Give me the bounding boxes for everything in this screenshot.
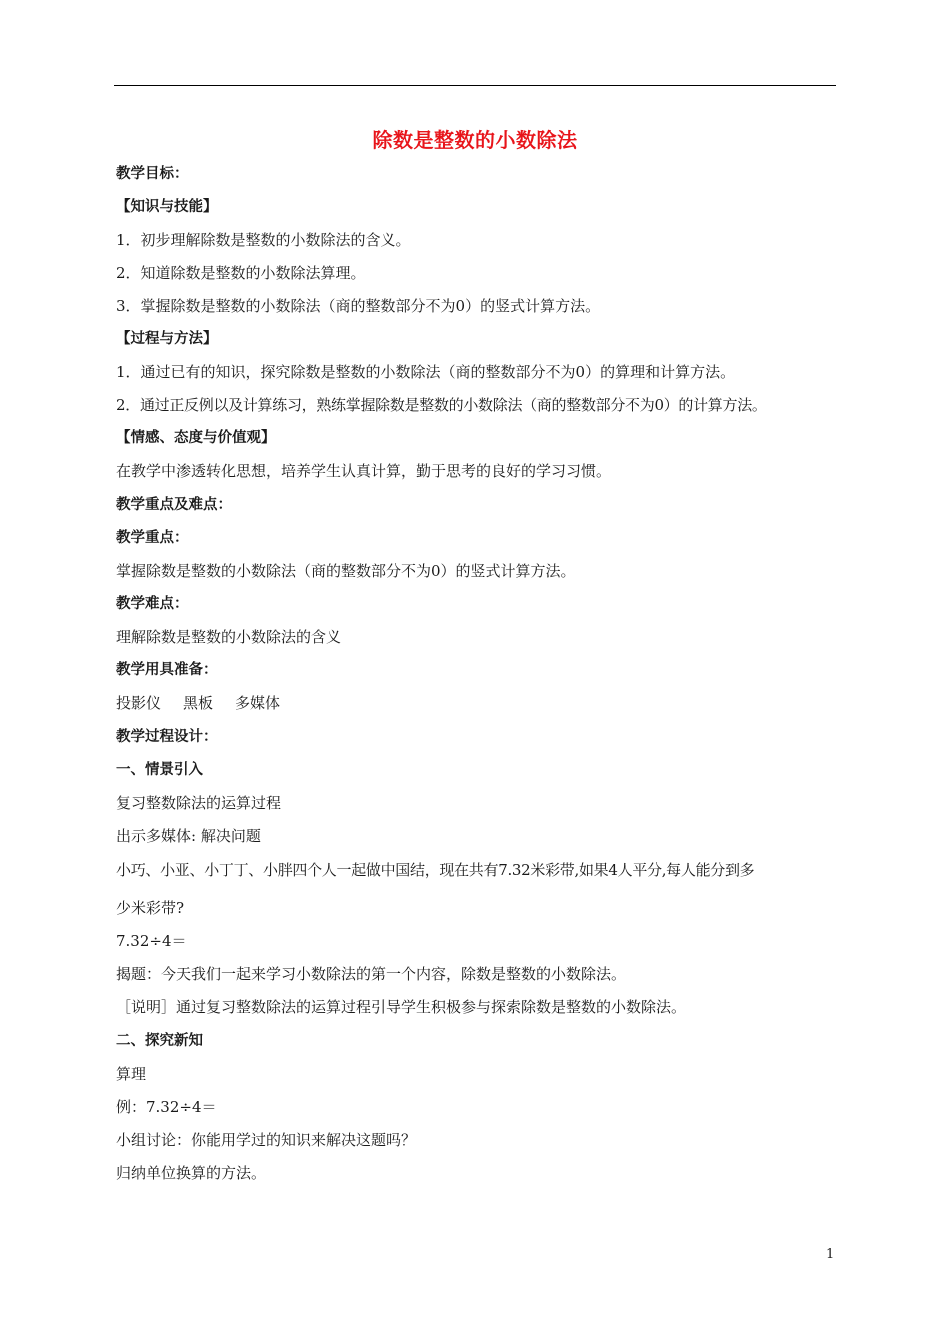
section1-line: 出示多媒体: 解决问题 <box>116 827 261 845</box>
section1-line: 复习整数除法的运算过程 <box>116 794 282 812</box>
knowledge-heading: 【知识与技能】 <box>116 199 218 215</box>
section2-line: 例：7.32÷4＝ <box>116 1098 217 1116</box>
key-text: 掌握除数是整数的小数除法（商的整数部分不为0）的竖式计算方法。 <box>116 562 576 580</box>
document-title: 除数是整数的小数除法 <box>372 128 578 152</box>
section1-line: 7.32÷4＝ <box>116 932 187 950</box>
process-item: 1．通过已有的知识，探究除数是整数的小数除法（商的整数部分不为0）的算理和计算方法。 <box>116 363 736 381</box>
key-difficult-heading: 教学重点及难点： <box>116 497 232 513</box>
section2-heading: 二、探究新知 <box>116 1033 203 1049</box>
process-heading: 【过程与方法】 <box>116 331 218 347</box>
knowledge-item: 2．知道除数是整数的小数除法算理。 <box>116 264 366 282</box>
header-rule <box>114 85 836 86</box>
section1-line: 揭题：今天我们一起来学习小数除法的第一个内容，除数是整数的小数除法。 <box>116 965 627 983</box>
section1-heading: 一、情景引入 <box>116 762 203 778</box>
emotion-text: 在教学中渗透转化思想，培养学生认真计算，勤于思考的良好的学习习惯。 <box>116 462 612 480</box>
key-heading: 教学重点： <box>116 530 189 546</box>
tool-item: 多媒体 <box>235 694 281 712</box>
section2-line: 小组讨论：你能用学过的知识来解决这题吗？ <box>116 1131 417 1149</box>
emotion-heading: 【情感、态度与价值观】 <box>116 430 276 446</box>
tool-item: 黑板 <box>183 694 214 712</box>
tools-heading: 教学用具准备： <box>116 662 218 678</box>
procedure-heading: 教学过程设计： <box>116 729 218 745</box>
objectives-heading: 教学目标： <box>116 166 189 182</box>
section2-line: 归纳单位换算的方法。 <box>116 1164 267 1182</box>
difficult-text: 理解除数是整数的小数除法的含义 <box>116 628 342 646</box>
difficult-heading: 教学难点： <box>116 596 189 612</box>
knowledge-item: 1．初步理解除数是整数的小数除法的含义。 <box>116 231 411 249</box>
tool-item: 投影仪 <box>116 694 162 712</box>
knowledge-item: 3．掌握除数是整数的小数除法（商的整数部分不为0）的竖式计算方法。 <box>116 297 601 315</box>
section2-line: 算理 <box>116 1065 147 1083</box>
section1-line: 小巧、小亚、小丁丁、小胖四个人一起做中国结，现在共有7.32米彩带,如果4人平分,每人能分到多 <box>116 861 755 879</box>
process-item: 2．通过正反例以及计算练习，熟练掌握除数是整数的小数除法（商的整数部分不为0）的计算方法。 <box>116 396 767 414</box>
tools-list <box>116 692 841 714</box>
section1-line: ［说明］通过复习整数除法的运算过程引导学生积极参与探索除数是整数的小数除法。 <box>116 998 687 1016</box>
page-number: 1 <box>826 1247 835 1262</box>
section1-line: 少米彩带? <box>116 899 185 917</box>
